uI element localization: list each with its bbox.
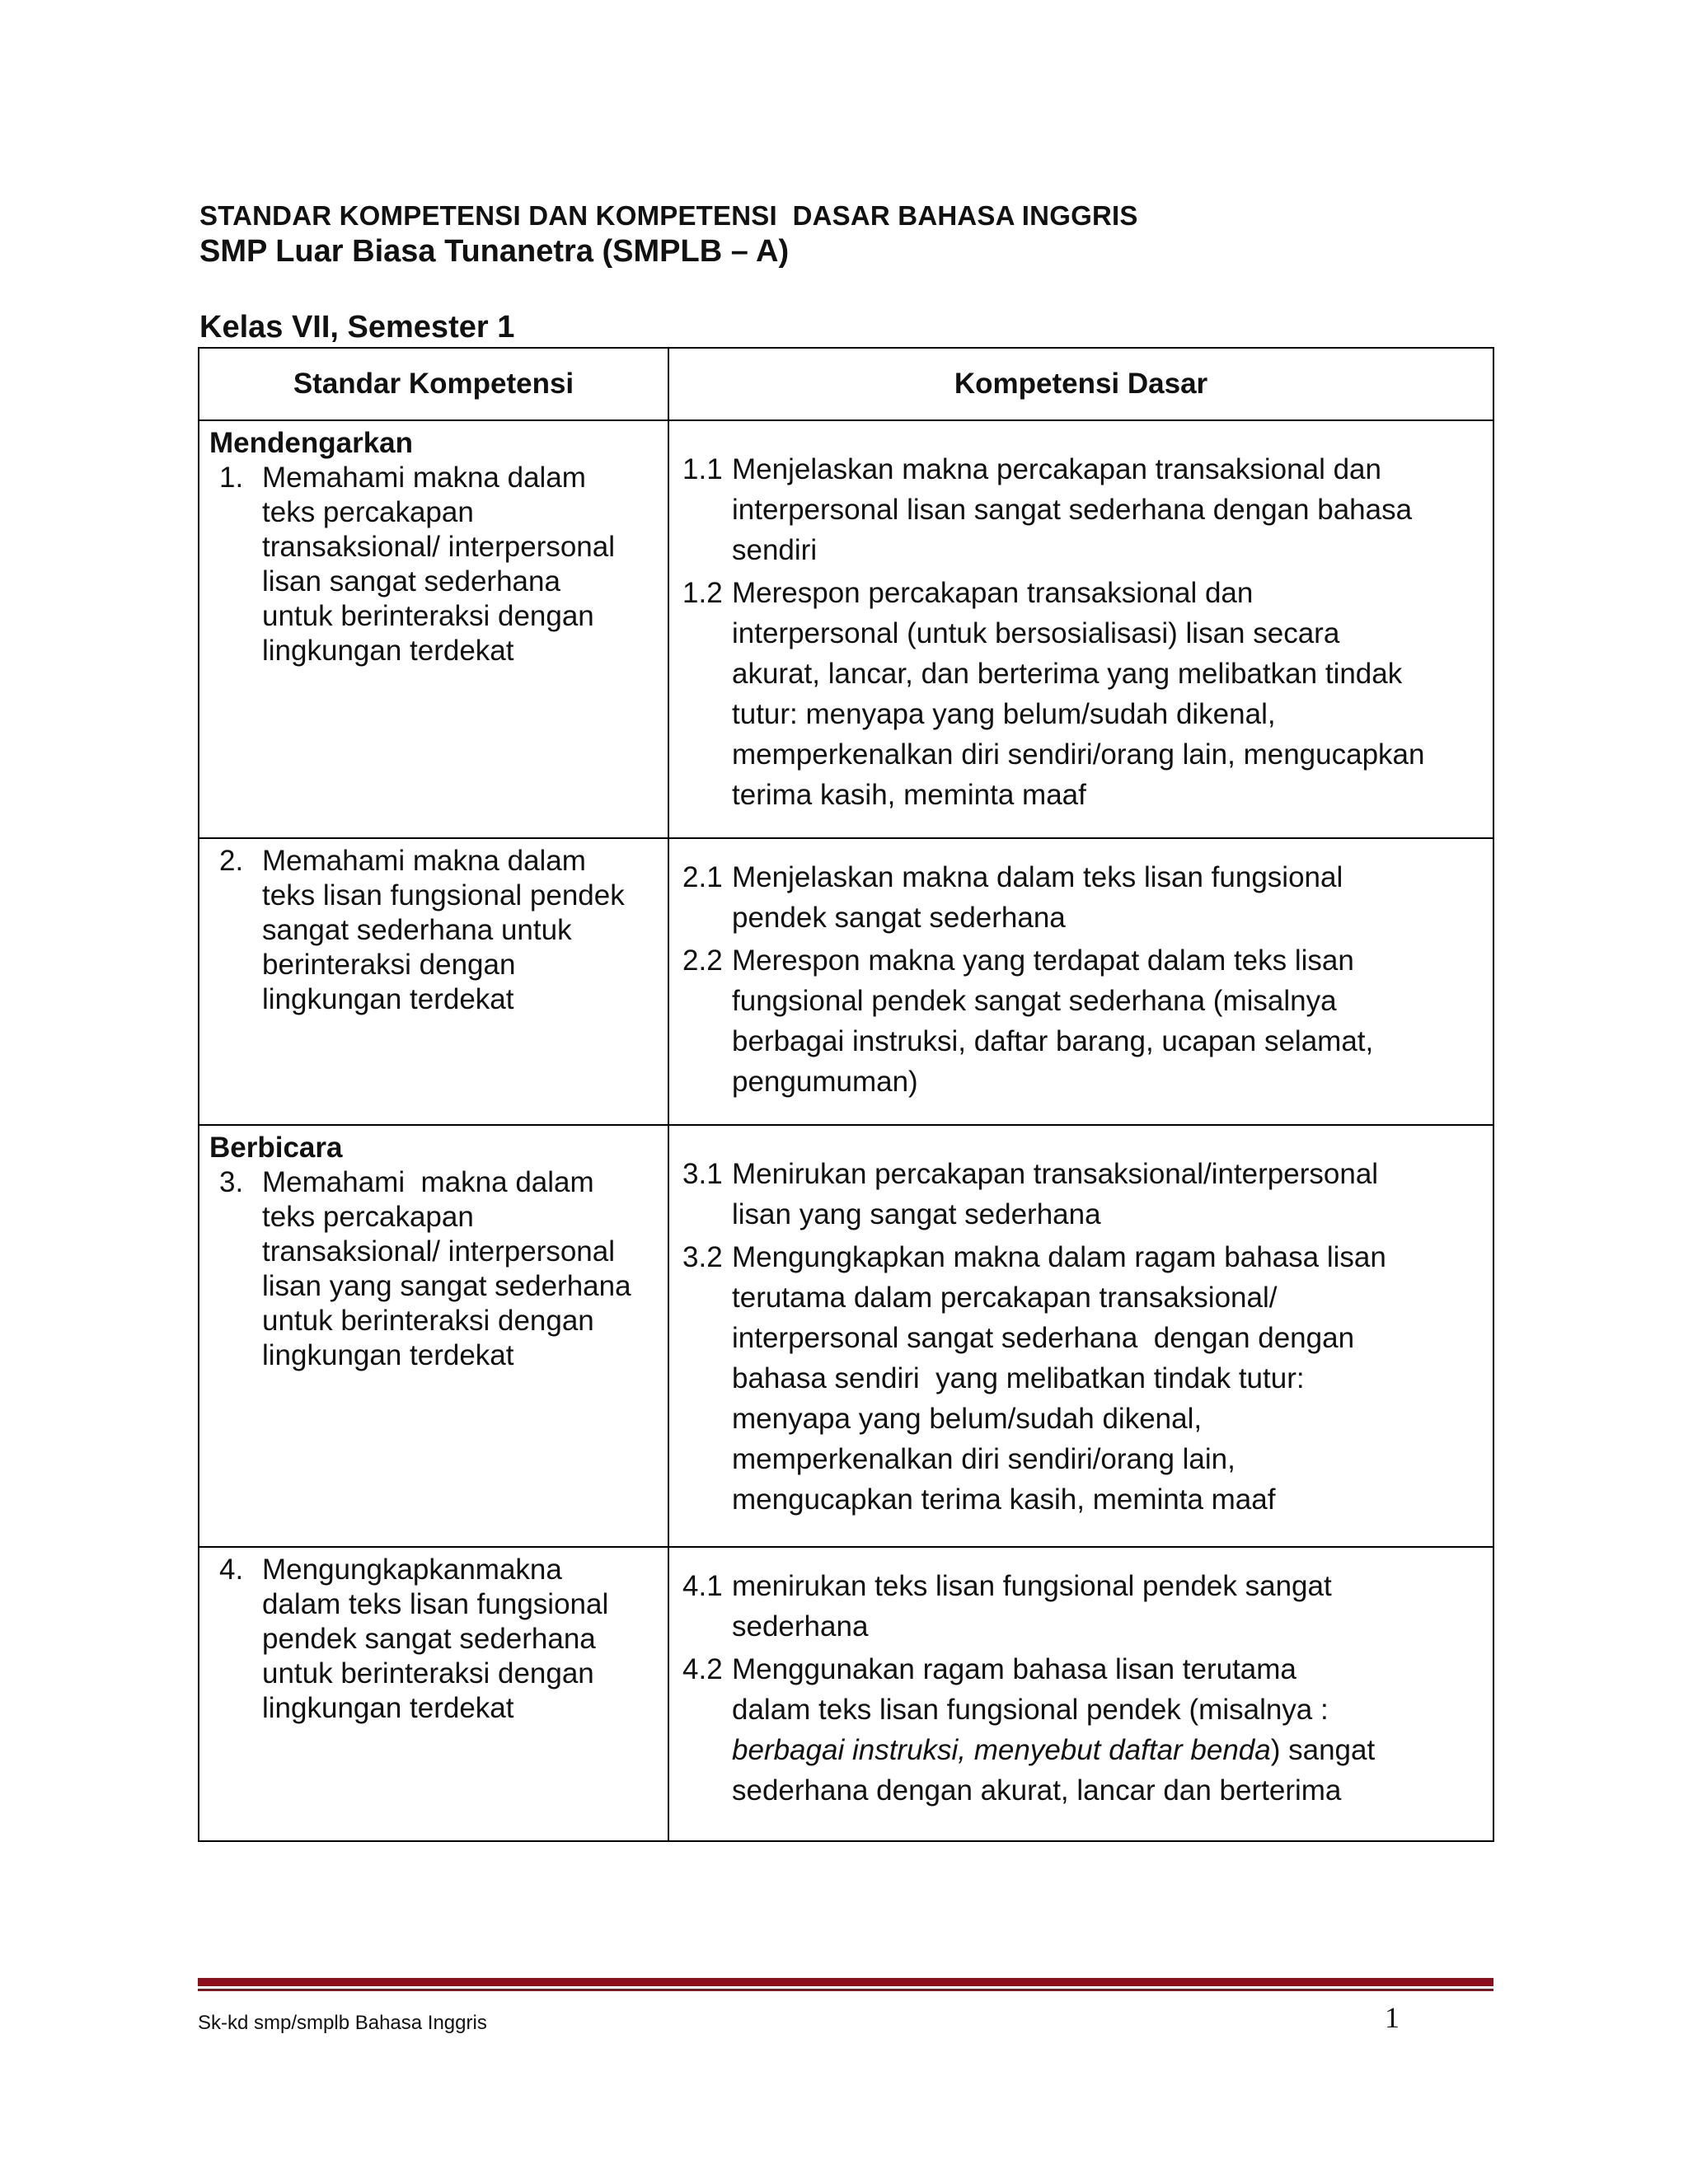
kd-item [682, 452, 1484, 570]
kd-number: 1.1 [682, 453, 723, 485]
sk-line: lingkungan terdekat [262, 1339, 514, 1371]
sk-cell [199, 420, 668, 838]
sk-cell [199, 1125, 668, 1547]
kd-line: tutur: menyapa yang belum/sudah dikenal, [732, 698, 1276, 730]
kd-item [682, 576, 1484, 815]
sk-line: Memahami makna dalam [262, 1166, 594, 1198]
column-header-kompetensi-dasar: Kompetensi Dasar [668, 348, 1493, 420]
kd-number: 3.2 [682, 1241, 723, 1273]
kd-line: Menirukan percakapan transaksional/interpersonal [732, 1158, 1379, 1190]
kd-text [732, 1237, 1484, 1520]
sk-text [262, 844, 659, 1017]
skill-group-label: Mendengarkan [209, 427, 413, 459]
sk-line: untuk berinteraksi dengan [262, 1657, 594, 1690]
document-subtitle: SMP Luar Biasa Tunanetra (SMPLB – A) [199, 234, 790, 269]
sk-cell [199, 838, 668, 1125]
sk-line: untuk berinteraksi dengan [262, 600, 594, 632]
skill-group-label: Berbicara [209, 1132, 343, 1164]
sk-item [208, 1165, 659, 1373]
kd-text [732, 857, 1484, 938]
sk-line: transaksional/ interpersonal [262, 1235, 616, 1268]
kd-line: terutama dalam percakapan transaksional/ [732, 1282, 1278, 1314]
sk-line: lingkungan terdekat [262, 635, 514, 667]
kd-line: sederhana dengan akurat, lancar dan berterima [732, 1774, 1342, 1807]
table-row [199, 838, 1493, 1125]
kd-line: pengumuman) [732, 1066, 918, 1098]
sk-line: sangat sederhana untuk [262, 914, 572, 946]
sk-item [208, 844, 659, 1017]
kd-text [732, 449, 1484, 570]
footer-rule-thin [198, 1989, 1493, 1991]
kd-line: Menjelaskan makna dalam teks lisan fungsional [732, 861, 1343, 893]
kd-text [732, 940, 1484, 1102]
kd-line: menirukan teks lisan fungsional pendek sangat [732, 1570, 1332, 1602]
page-number: 1 [1385, 2001, 1400, 2034]
kd-text-fragment: ) sangat [1270, 1734, 1376, 1766]
sk-number: 1. [219, 462, 244, 494]
kd-line: Merespon percakapan transaksional dan [732, 577, 1254, 609]
sk-line: lingkungan terdekat [262, 983, 514, 1015]
sk-line: untuk berinteraksi dengan [262, 1305, 594, 1337]
sk-line: transaksional/ interpersonal [262, 531, 616, 563]
kd-line: memperkenalkan diri sendiri/orang lain, mengucapkan [732, 738, 1425, 771]
footer-document-label: Sk-kd smp/smplb Bahasa Inggris [198, 2012, 487, 2034]
kd-item [682, 1569, 1484, 1647]
kd-line: menyapa yang belum/sudah dikenal, [732, 1403, 1203, 1435]
sk-number: 3. [219, 1166, 244, 1198]
sk-line: Memahami makna dalam [262, 462, 586, 494]
kd-cell [668, 1125, 1493, 1547]
sk-text [262, 461, 659, 668]
kd-line [732, 1730, 1484, 1770]
sk-line: lingkungan terdekat [262, 1692, 514, 1724]
kd-line: interpersonal (untuk bersosialisasi) lisan secara [732, 617, 1340, 649]
kd-line: Menggunakan ragam bahasa lisan terutama [732, 1653, 1296, 1685]
kd-number: 4.2 [682, 1653, 723, 1685]
kd-line: sendiri [732, 534, 818, 566]
kd-line: akurat, lancar, dan berterima yang melibatkan tindak [732, 658, 1403, 690]
kd-line: berbagai instruksi, daftar barang, ucapan selamat, [732, 1025, 1374, 1057]
kd-line: bahasa sendiri yang melibatkan tindak tutur: [732, 1362, 1305, 1394]
sk-number: 4. [219, 1554, 244, 1586]
sk-text [262, 1553, 659, 1726]
kd-line: pendek sangat sederhana [732, 902, 1066, 934]
kd-line: Mengungkapkan makna dalam ragam bahasa lisan [732, 1241, 1386, 1273]
sk-line: teks lisan fungsional pendek [262, 879, 625, 912]
kd-item [682, 1652, 1484, 1811]
kd-line: terima kasih, meminta maaf [732, 779, 1086, 811]
document-header [199, 199, 1138, 270]
kd-cell [668, 420, 1493, 838]
class-semester-title: Kelas VII, Semester 1 [199, 310, 515, 344]
kd-cell [668, 1547, 1493, 1841]
kd-text [732, 1649, 1484, 1811]
kd-number: 4.1 [682, 1570, 723, 1602]
sk-line: pendek sangat sederhana [262, 1623, 596, 1655]
kd-cell [668, 838, 1493, 1125]
kd-line: interpersonal sangat sederhana dengan dengan [732, 1322, 1355, 1354]
sk-line: Memahami makna dalam [262, 845, 586, 877]
kd-number: 1.2 [682, 577, 723, 609]
competency-table [198, 347, 1494, 1842]
kd-line: interpersonal lisan sangat sederhana dengan bahasa [732, 494, 1413, 526]
kd-text [732, 573, 1484, 815]
kd-text [732, 1154, 1484, 1235]
kd-item [682, 860, 1484, 938]
kd-line: Merespon makna yang terdapat dalam teks lisan [732, 944, 1354, 977]
kd-line: memperkenalkan diri sendiri/orang lain, [732, 1443, 1236, 1475]
sk-line: teks percakapan [262, 496, 474, 528]
kd-number: 2.1 [682, 861, 723, 893]
sk-line: Mengungkapkanmakna [262, 1554, 562, 1586]
kd-number: 3.1 [682, 1158, 723, 1190]
sk-line: teks percakapan [262, 1201, 474, 1233]
sk-cell [199, 1547, 668, 1841]
kd-line: fungsional pendek sangat sederhana (misalnya [732, 985, 1337, 1017]
kd-line: sederhana [732, 1610, 869, 1643]
sk-line: berinteraksi dengan [262, 949, 516, 981]
sk-line: lisan yang sangat sederhana [262, 1270, 631, 1302]
kd-line: Menjelaskan makna percakapan transaksional dan [732, 453, 1381, 485]
kd-line: mengucapkan terima kasih, meminta maaf [732, 1483, 1276, 1516]
sk-item [208, 461, 659, 668]
kd-number: 2.2 [682, 944, 723, 977]
sk-number: 2. [219, 845, 244, 877]
table-row [199, 1547, 1493, 1841]
sk-line: dalam teks lisan fungsional [262, 1588, 609, 1620]
kd-item [682, 944, 1484, 1102]
kd-item [682, 1157, 1484, 1235]
table-row [199, 1125, 1493, 1547]
column-header-standar: Standar Kompetensi [199, 348, 668, 420]
kd-line: dalam teks lisan fungsional pendek (misalnya : [732, 1694, 1329, 1726]
kd-text [732, 1566, 1484, 1647]
sk-item [208, 1553, 659, 1726]
table-row [199, 420, 1493, 838]
kd-line: lisan yang sangat sederhana [732, 1198, 1101, 1230]
sk-text [262, 1165, 659, 1373]
table-header-row [199, 348, 1493, 420]
sk-line: lisan sangat sederhana [262, 565, 560, 598]
kd-italic-text: berbagai instruksi, menyebut daftar benda [732, 1734, 1271, 1766]
kd-item [682, 1240, 1484, 1520]
document-title: STANDAR KOMPETENSI DAN KOMPETENSI DASAR BAHASA INGGRIS [199, 200, 1138, 231]
footer-rule [198, 1978, 1493, 1986]
